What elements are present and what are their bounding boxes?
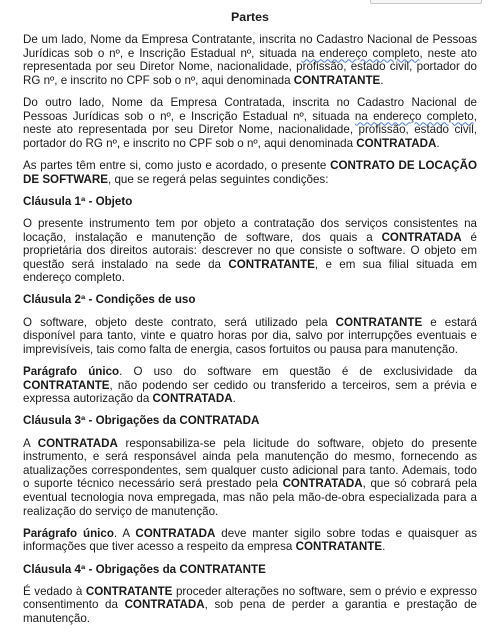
document-title: Partes bbox=[231, 10, 269, 24]
bold-term: CONTRATO DE LOCAÇÃO DE SOFTWARE bbox=[23, 158, 478, 186]
paragraph-contratada bbox=[23, 96, 477, 150]
text: De um lado, Nome da Empresa Contratante, inscrita no Cadastro Nacional de Pessoas Jurídicas sob o nº, e Inscrição Estadual nº, situada bbox=[23, 33, 477, 60]
paragraph-contratante bbox=[23, 33, 477, 87]
bold-term: CONTRATANTE bbox=[293, 73, 381, 87]
text: . bbox=[232, 392, 236, 406]
search-box-edge[interactable] bbox=[370, 0, 482, 4]
clause-3-sole-paragraph bbox=[23, 527, 477, 554]
text: , que se regerá pelas seguintes condições: bbox=[108, 172, 329, 186]
bold-term: CONTRATADA bbox=[381, 230, 462, 244]
text: , neste ato representada por seu Diretor Nome, nacionalidade, profissão, estado civil, portador do RG nº, e inscrito no CPF sob o nº, aqui denominada bbox=[23, 109, 477, 150]
text: . bbox=[380, 73, 384, 87]
bold-term: CONTRATADA bbox=[37, 436, 118, 450]
text: , que só cobrará pela eventual tecnologia nova empregada, mas não pela mão-de-obra especializada para a realização do serviço de manutenção. bbox=[23, 477, 477, 518]
text: , neste ato representada por seu Diretor Nome, nacionalidade, profissão, estado civil, portador do RG nº, e inscrito no CPF sob o nº, aqui denominada bbox=[23, 46, 477, 87]
text: É vedado à bbox=[23, 584, 86, 598]
bold-term: Parágrafo único bbox=[23, 365, 120, 379]
text: deve manter sigilo sobre todas e quaisquer as informações que tiver acesso a respeito da empresa bbox=[23, 526, 478, 554]
paragraph-acordo bbox=[23, 159, 477, 186]
clause-1-paragraph bbox=[23, 217, 477, 285]
text: As partes têm entre si, como justo e acordado, o presente bbox=[23, 158, 331, 172]
bold-term: CONTRATANTE bbox=[335, 315, 423, 329]
bold-term: CONTRATANTE bbox=[295, 540, 383, 554]
bold-term: CONTRATANTE bbox=[228, 257, 315, 271]
text: A bbox=[23, 436, 38, 450]
document-body bbox=[23, 10, 477, 634]
text: proceder alterações no software, sem o prévio e expresso consentimento da bbox=[23, 584, 477, 612]
text: . O uso do software em questão é de exclusividade da bbox=[119, 365, 477, 379]
text: O presente instrumento tem por objeto a contratação dos serviços consistentes na locação, instalação e manutenção de software, dos quais a bbox=[23, 216, 477, 244]
text: O software, objeto deste contrato, será utilizado pela bbox=[23, 315, 336, 329]
text: e estará disponível para tanto, vinte e quatro horas por dia, salvo por interrupções eventuais e imprevisíveis, tais como falta de energia, casos fortuitos ou pausa para manutenção. bbox=[23, 315, 477, 356]
text: , sob pena de perder a garantia e prestação de manutenção. bbox=[23, 598, 477, 625]
text: . A bbox=[113, 526, 136, 540]
bold-term: CONTRATADA bbox=[124, 598, 205, 612]
clause-2-heading: Cláusula 2ª - Condições de uso bbox=[23, 293, 196, 307]
clause-4-paragraph bbox=[23, 585, 477, 626]
clause-4-heading: Cláusula 4ª - Obrigações da CONTRATANTE bbox=[23, 562, 266, 576]
text: responsabiliza-se pela licitude do software, objeto do presente instrumento, e será responsável ainda pela manutenção do mesmo, fornecendo as atualizações correspondentes, sem qualquer custo adicional para tanto. Ademais, todo o suporte técnico necessário será prestado pela bbox=[23, 436, 477, 491]
bold-term: Parágrafo único bbox=[23, 526, 114, 540]
bold-term: CONTRATANTE bbox=[23, 378, 110, 392]
window-top-edge bbox=[0, 0, 500, 4]
clause-2-sole-paragraph bbox=[23, 365, 477, 406]
bold-term: CONTRATADA bbox=[356, 136, 437, 150]
bold-term: CONTRATANTE bbox=[85, 584, 173, 598]
text: Do outro lado, Nome da Empresa Contratada, inscrita no Cadastro Nacional de Pessoas Jurídicas sob o nº, e Inscrição Estadual nº, situada bbox=[23, 95, 477, 123]
bold-term: CONTRATADA bbox=[135, 526, 216, 540]
spellcheck-flagged-text[interactable]: na endereço completo bbox=[301, 46, 420, 60]
text: é proprietária dos direitos autorais: descrever no que consiste o software. O objeto em questão será instalado na sede da bbox=[23, 230, 477, 271]
clause-3-paragraph bbox=[23, 437, 477, 519]
text: , e em sua filial situada em endereço completo. bbox=[23, 257, 477, 285]
spellcheck-flagged-text[interactable]: na endereço completo bbox=[354, 109, 474, 123]
text: , não podendo ser cedido ou transferido a terceiros, sem a prévia e expressa autorização da bbox=[23, 378, 477, 406]
text: . bbox=[382, 540, 386, 554]
bold-term: CONTRATADA bbox=[152, 392, 233, 406]
text: . bbox=[436, 136, 440, 150]
clause-2-paragraph bbox=[23, 316, 477, 357]
clause-3-heading: Cláusula 3ª - Obrigações da CONTRATADA bbox=[23, 414, 260, 428]
clause-1-heading: Cláusula 1ª - Objeto bbox=[23, 194, 133, 208]
bold-term: CONTRATADA bbox=[282, 477, 363, 491]
